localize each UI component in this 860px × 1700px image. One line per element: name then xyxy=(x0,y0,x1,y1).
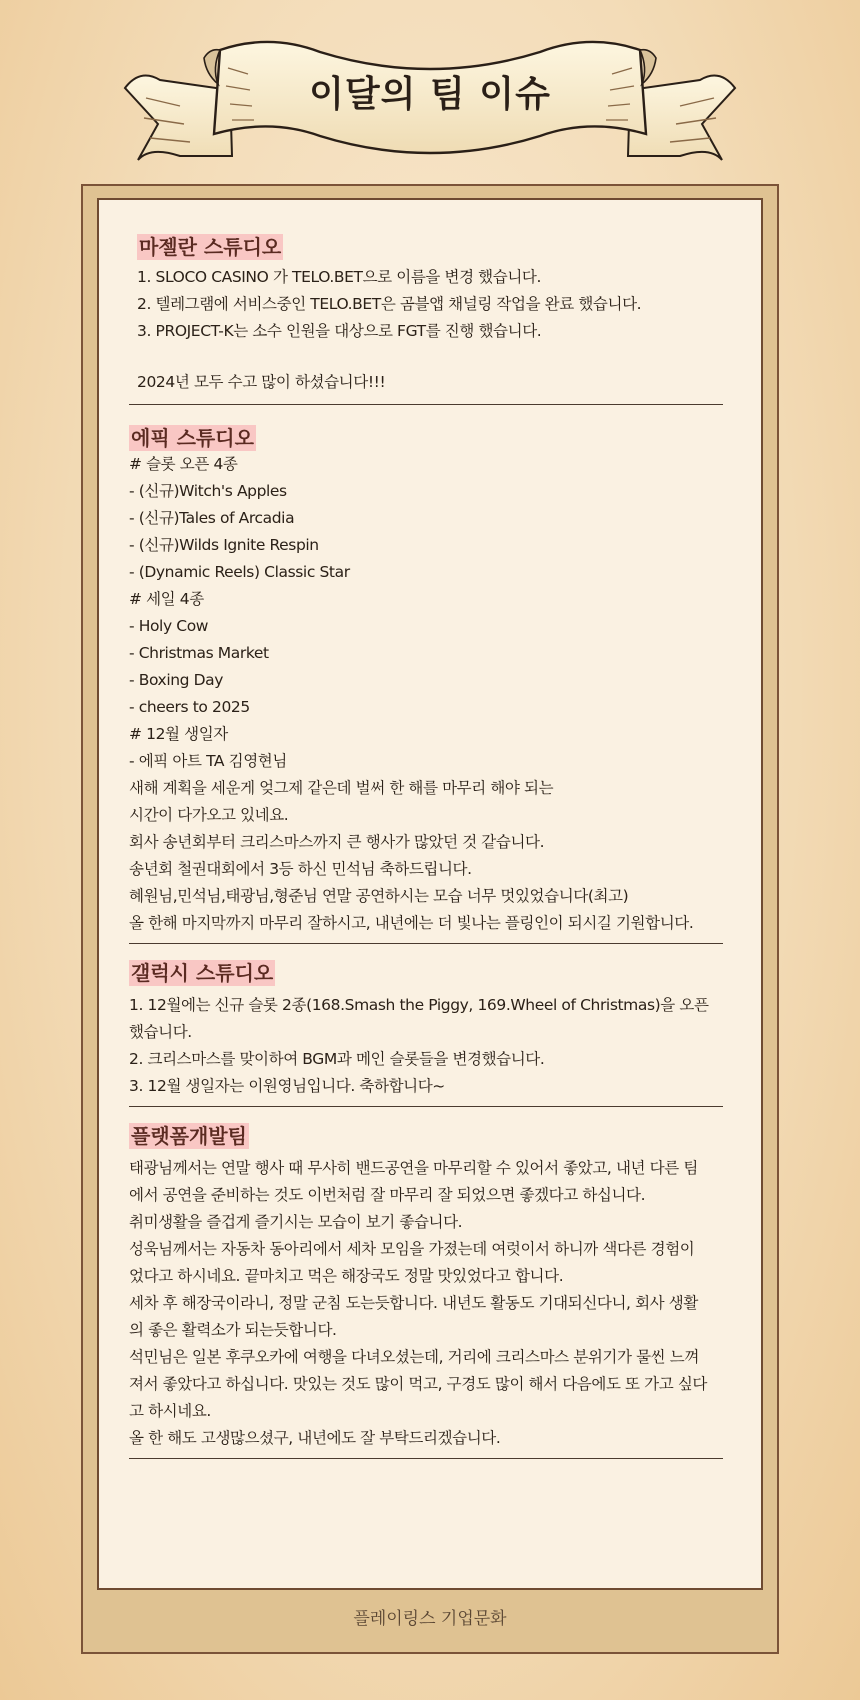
list-item: - 에픽 아트 TA 김영현님 xyxy=(129,752,287,770)
list-item: 했습니다. xyxy=(129,1023,192,1041)
list-item: - Christmas Market xyxy=(129,644,269,662)
list-item: 2. 텔레그램에 서비스중인 TELO.BET은 곰블앱 채널링 작업을 완료 했습니다. xyxy=(137,295,642,313)
section-heading: 마젤란 스튜디오 xyxy=(139,235,282,259)
closing-text: 2024년 모두 수고 많이 하셨습니다!!! xyxy=(137,373,386,391)
paragraph-line: 세차 후 해장국이라니, 정말 군침 도는듯합니다. 내년도 활동도 기대되신다니, 회사 생활 xyxy=(129,1294,698,1312)
footer-caption: 플레이링스 기업문화 xyxy=(353,1609,507,1629)
section-heading: 에픽 스튜디오 xyxy=(131,426,254,450)
section-heading: 플랫폼개발팀 xyxy=(131,1124,247,1148)
paragraph-line: 올 한해 마지막까지 마무리 잘하시고, 내년에는 더 빛나는 플링인이 되시길 기원합니다. xyxy=(129,914,694,932)
list-item: 3. 12월 생일자는 이원영님입니다. 축하합니다~ xyxy=(129,1077,445,1095)
content-body xyxy=(129,234,723,1459)
title-banner xyxy=(120,28,740,178)
paragraph-line: 취미생활을 즐겁게 즐기시는 모습이 보기 좋습니다. xyxy=(129,1213,463,1231)
list-item: - (신규)Witch's Apples xyxy=(129,482,287,500)
section-platform xyxy=(129,1123,723,1459)
section-heading: 갤럭시 스튜디오 xyxy=(131,961,274,985)
section-magellan xyxy=(129,234,723,405)
paragraph-line: 었다고 하시네요. 끝마치고 먹은 해장국도 정말 맛있었다고 합니다. xyxy=(129,1267,564,1285)
paragraph-line: 올 한 해도 고생많으셨구, 내년에도 잘 부탁드리겠습니다. xyxy=(129,1429,501,1447)
list-item: 1. SLOCO CASINO 가 TELO.BET으로 이름을 변경 했습니다. xyxy=(137,268,541,286)
paragraph-line: 시간이 다가오고 있네요. xyxy=(129,806,289,824)
paragraph-line: 석민님은 일본 후쿠오카에 여행을 다녀오셨는데, 거리에 크리스마스 분위기가 물씬 느껴 xyxy=(129,1348,699,1366)
paragraph-line: 져서 좋았다고 하십니다. 맛있는 것도 많이 먹고, 구경도 많이 해서 다음에도 또 가고 싶다 xyxy=(129,1375,707,1393)
paragraph-line: 새해 계획을 세운게 엊그제 같은데 벌써 한 해를 마무리 해야 되는 xyxy=(129,779,554,797)
list-item: - Boxing Day xyxy=(129,671,224,689)
list-item: - (신규)Tales of Arcadia xyxy=(129,509,295,527)
page-title: 이달의 팀 이슈 xyxy=(309,73,551,115)
list-item: - Holy Cow xyxy=(129,617,209,635)
content-frame xyxy=(81,184,779,1654)
list-item: - (Dynamic Reels) Classic Star xyxy=(129,563,350,581)
list-item: - (신규)Wilds Ignite Respin xyxy=(129,536,319,554)
list-item: - cheers to 2025 xyxy=(129,698,250,716)
list-item: # 세일 4종 xyxy=(129,590,204,608)
paragraph-line: 의 좋은 활력소가 되는듯합니다. xyxy=(129,1321,337,1339)
paragraph-line: 태광님께서는 연말 행사 때 무사히 밴드공연을 마무리할 수 있어서 좋았고, 내년 다른 팀 xyxy=(129,1159,698,1177)
paragraph-line: 성욱님께서는 자동차 동아리에서 세차 모임을 가졌는데 여럿이서 하니까 색다른 경험이 xyxy=(129,1240,695,1258)
paper-panel xyxy=(97,198,763,1590)
paragraph-line: 송년회 철권대회에서 3등 하신 민석님 축하드립니다. xyxy=(129,860,472,878)
paragraph-line: 회사 송년회부터 크리스마스까지 큰 행사가 많았던 것 같습니다. xyxy=(129,833,545,851)
paragraph-line: 에서 공연을 준비하는 것도 이번처럼 잘 마무리 잘 되었으면 좋겠다고 하십니다. xyxy=(129,1186,646,1204)
list-item: 1. 12월에는 신규 슬롯 2종(168.Smash the Piggy, 169.Wheel of Christmas)을 오픈 xyxy=(129,996,709,1014)
paragraph-line: 고 하시네요. xyxy=(129,1402,211,1420)
list-item: 3. PROJECT-K는 소수 인원을 대상으로 FGT를 진행 했습니다. xyxy=(137,322,542,340)
list-item: 2. 크리스마스를 맞이하여 BGM과 메인 슬롯들을 변경했습니다. xyxy=(129,1050,545,1068)
section-galaxy xyxy=(129,960,723,1107)
section-epic xyxy=(129,425,723,944)
paragraph-line: 혜원님,민석님,태광님,형준님 연말 공연하시는 모습 너무 멋있었습니다(최고) xyxy=(129,887,629,905)
list-item: # 12월 생일자 xyxy=(129,725,228,743)
list-item: # 슬롯 오픈 4종 xyxy=(129,455,238,473)
